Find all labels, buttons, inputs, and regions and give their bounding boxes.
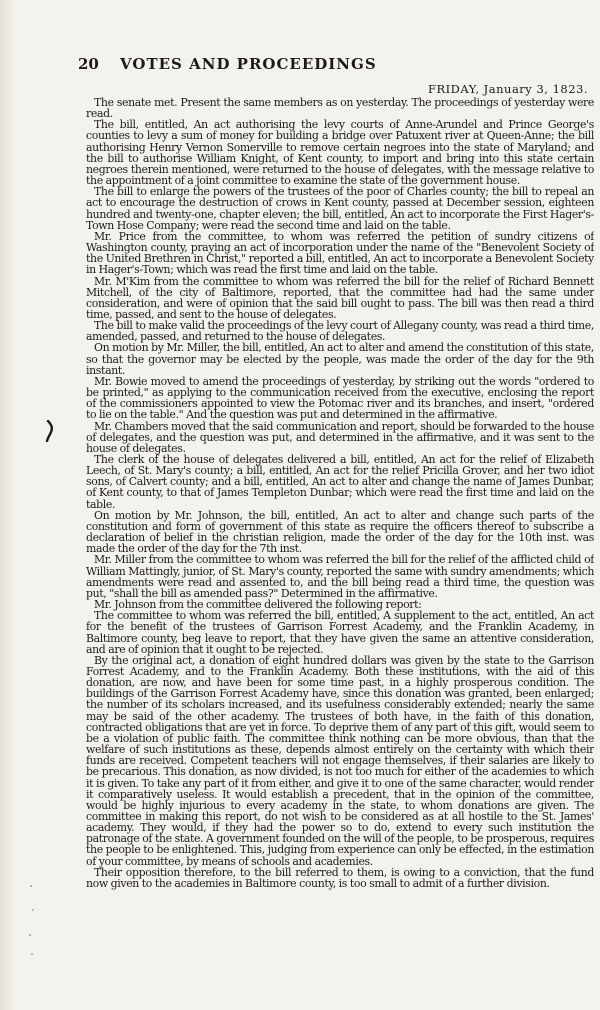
paper-specks — [28, 880, 36, 960]
manicule-mark — [45, 420, 55, 442]
paragraph: The bill, entitled, An act authorising the levy courts of Anne-Arundel and Prince George's counties to levy a sum of money for building a bridge over Patuxent river at Queen-Anne; the bill authorising Henry Vernon Somerville to remove certain negroes into the state of Maryland; and the bill to authorise William Knight, of Kent county, to import and bring into this state certain negroes therein mentioned, were returned to the house of delegates, with the message relative to the appointment of a joint committee to examine the state of the government house. — [86, 118, 594, 188]
paragraph: Mr. Miller from the committee to whom was referred the bill for the relief of the afflicted child of William Mattingly, junior, of St. Mary's county, reported the same with sundry amendments; which amendments were read and assented to, and the bill being read a third time, the question was put, "shall the bill as amended pass?" Determined in the affirmative. — [86, 553, 594, 600]
page-number: 20 — [78, 55, 99, 73]
paragraph: Mr. M'Kim from the committee to whom was referred the bill for the relief of Richard Bennett Mitchell, of the city of Baltimore, reported, that the committee had had the same under consideration, and were of opinion that the said bill ought to pass. The bill was then read a third time, passed, and sent to the house of delegates. — [86, 274, 594, 321]
paragraph: On motion by Mr. Johnson, the bill, entitled, An act to alter and change such parts of the constitution and form of government of this state as require the officers thereof to subscribe a declaration of belief in the christian religion, made the order of the day for the 10th inst. was made the order of the day for the 7th inst. — [86, 508, 594, 556]
paragraph: The bill to make valid the proceedings of the levy court of Allegany county, was read a third time, amended, passed, and returned to the house of delegates. — [86, 319, 594, 344]
paragraph: The bill to enlarge the powers of the trustees of the poor of Charles county; the bill to repeal an act to encourage the destruction of crows in Kent county, passed at December session, eighteen hundred and twenty-one, chapter eleven; the bill, entitled, An act to incorporate the First Hager's-Town Hose Company; were read the second time and laid on the table. — [86, 185, 594, 232]
paragraph: The clerk of the house of delegates delivered a bill, entitled, An act for the relief of Elizabeth Leech, of St. Mary's county; a bill, entitled, An act for the relief Pricilla Grover, and her two idiot sons, of Calvert county; and a bill, entitled, An act to alter and change the name of James Dunbar, of Kent county, to that of James Templeton Dunbar; which were read the first time and laid on the table. — [86, 453, 594, 511]
page-header — [78, 55, 588, 77]
paragraph: Mr. Chambers moved that the said communication and report, should be forwarded to the house of delegates, and the question was put, and determined in the affirmative, and it was sent to the house of delegates. — [86, 419, 594, 455]
paragraph: By the original act, a donation of eight hundred dollars was given by the state to the Garrison Forrest Academy, and to the Franklin Academy. Both these institutions, with the aid of this donation, are now, and have been for some time past, in a highly prosperous condition. The buildings of the Garrison Forrest Academy have, since this donation was granted, been enlarged; the number of its scholars increased, and its usefulness considerably extended; nearly the same may be said of the other academy. The trustees of both have, in the faith of this donation, contracted obligations that are yet in force. To deprive them of any part of this gift, would seem to be a violation of public faith. The committee think nothing can be more obvious, than that the welfare of such institutions as these, depends almost entirely on the certainty with which their funds are received. Competent teachers will not engage themselves, if their salaries are likely to be precarious. This donation, as now divided, is not too much for either of the academies to which it is given. To take any part of it from either, and give it to one of the same character, would render it comparatively useless. It would establish a precedent, that in the opinion of the committee, would be highly injurious to every academy in the state, to whom donations are given. The committee in making this report, do not wish to be considered as at all hostile to the St. James' academy. They would, if they had the power so to do, extend to every such institution the patronage of the state. A government founded on the will of the people, to be prosperous, requires the people to be enlightened. This, judging from experience can only be effected, in the estimation of your committee, by means of schools and academies. — [86, 653, 594, 868]
paragraph: Mr. Bowie moved to amend the proceedings of yesterday, by striking out the words "ordered to be printed," as applying to the communication received from the executive, enclosing the report of the commissioners appointed to view the Potomac river and its branches, and insert, "ordered to lie on the table." And the question was put and determined in the affirmative. — [86, 374, 594, 422]
paragraph: Their opposition therefore, to the bill referred to them, is owing to a conviction, that the fund now given to the academies in Baltimore county, is too small to admit of a further division. — [86, 865, 594, 890]
running-head: VOTES AND PROCEEDINGS — [120, 55, 377, 73]
paragraph: On motion by Mr. Miller, the bill, entitled, An act to alter and amend the constitution of this state, so that the governor may be elected by the people, was made the order of the day for the 9th instant. — [86, 341, 594, 377]
paragraph: Mr. Johnson from the committee delivered the following report: — [94, 598, 422, 612]
paragraph: Mr. Price from the committee, to whom was referred the petition of sundry citizens of Washington county, praying an act of incorporation under the name of the "Benevolent Society of the United Brethren in Christ," reported a bill, entitled, An act to incorporate a Benevolent Society in Hager's-Town; which was read the first time and laid on the table. — [86, 229, 594, 277]
paragraph: The senate met. Present the same members as on yesterday. The proceedings of yesterday were read. — [86, 97, 594, 121]
session-dateline: FRIDAY, January 3, 1823. — [428, 82, 588, 96]
paragraph: The committee to whom was referred the bill, entitled, A supplement to the act, entitled, An act for the benefit of the trustees of Garrison Forrest Academy, and the Franklin Academy, in Baltimore county, beg leave to report, that they have given the same an attentive consideration, and are of opinion that it ought to be rejected. — [86, 609, 594, 656]
page-binding-shadow — [0, 0, 14, 1010]
proceedings-text — [86, 97, 594, 989]
